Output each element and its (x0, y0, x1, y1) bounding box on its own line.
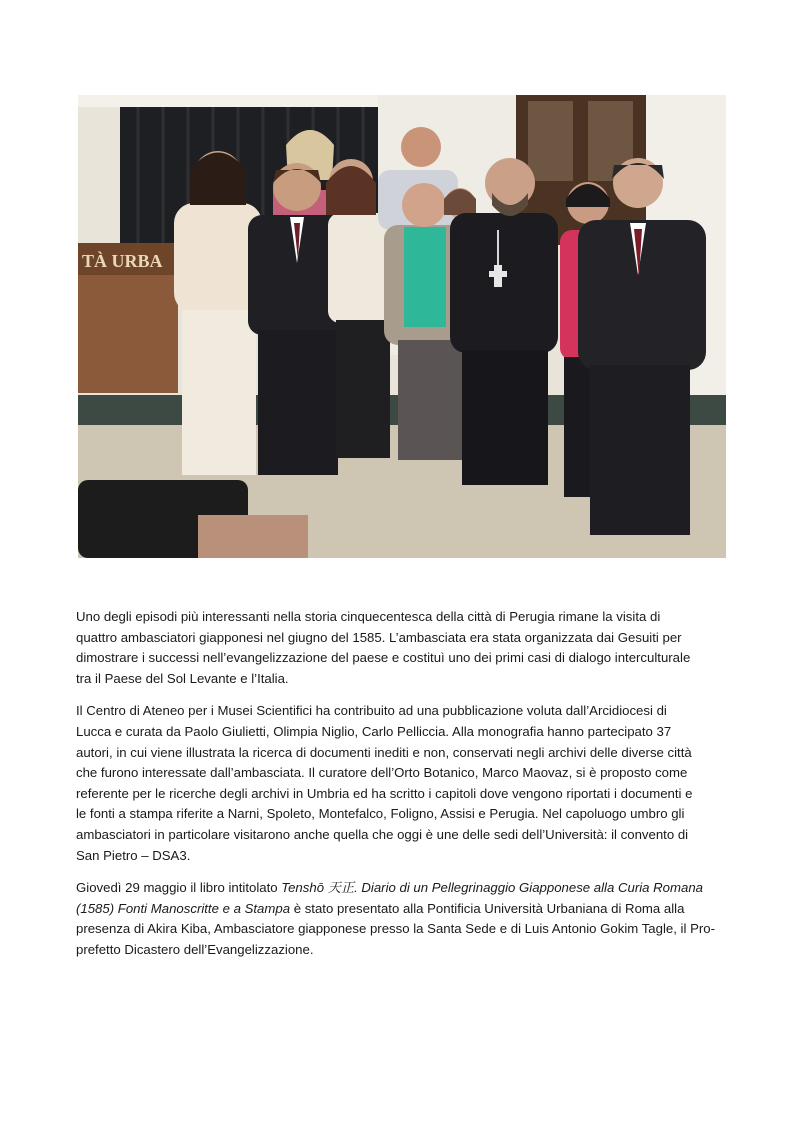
paragraph-intro (76, 607, 726, 689)
paragraph-publication (76, 701, 726, 866)
text-line: prefetto Dicastero dell’Evangelizzazione. (76, 941, 314, 957)
text-line: San Pietro – DSA3. (76, 847, 191, 863)
text-line: dimostrare i successi nell’evangelizzazione del paese e costituì uno dei primi casi di dialogo interculturale (76, 650, 691, 666)
book-title-continued: (1585) Fonti Manoscritte e a Stampa (76, 900, 291, 916)
text-line: che furono interessate dall’ambasciata. Il curatore dell’Orto Botanico, Marco Maovaz, si è proposto come (76, 765, 688, 781)
text-line: Lucca e curata da Paolo Giulietti, Olimpia Niglio, Carlo Pelliccia. Alla monografia hanno partecipato 37 (76, 723, 672, 739)
text-line: presenza di Akira Kiba, Ambasciatore giapponese presso la Santa Sede e di Luis Antonio Gokim Tagle, il Pro- (76, 921, 715, 937)
book-title: Tenshō 天正. Diario di un Pellegrinaggio Giapponese alla Curia Romana (281, 880, 704, 896)
text-line: è stato presentato alla Pontificia Università Urbaniana di Roma alla (290, 900, 685, 916)
text-line: referente per le ricerche degli archivi in Umbria ed ha scritto i capitoli dove vengono riportati i documenti e (76, 785, 693, 801)
lectern-sign: TÀ URBA (82, 251, 163, 271)
paragraph-presentation (76, 878, 726, 960)
text-line: Giovedì 29 maggio il libro intitolato (76, 880, 282, 896)
group-photo (78, 95, 726, 558)
text-line: le fonti a stampa riferite a Narni, Spoleto, Montefalco, Foligno, Assisi e Perugia. Nel capoluogo umbro gli (76, 806, 685, 822)
article-body (76, 607, 726, 973)
text-line: Uno degli episodi più interessanti nella storia cinquecentesca della città di Perugia rimane la visita di (76, 609, 661, 624)
text-line: ambasciatori in particolare visitarono anche quella che oggi è une delle sedi dell’Università: il convento di (76, 826, 689, 842)
text-line: quattro ambasciatori giapponesi nel giugno del 1585. L’ambasciata era stata organizzata dai Gesuiti per (76, 629, 682, 645)
text-line: tra il Paese del Sol Levante e l’Italia. (76, 670, 289, 686)
text-line: autori, in cui viene illustrata la ricerca di documenti inediti e non, conservati negli archivi delle diverse città (76, 744, 692, 760)
text-line: Il Centro di Ateneo per i Musei Scientifici ha contribuito ad una pubblicazione voluta dall’Arcidiocesi di (76, 703, 667, 719)
